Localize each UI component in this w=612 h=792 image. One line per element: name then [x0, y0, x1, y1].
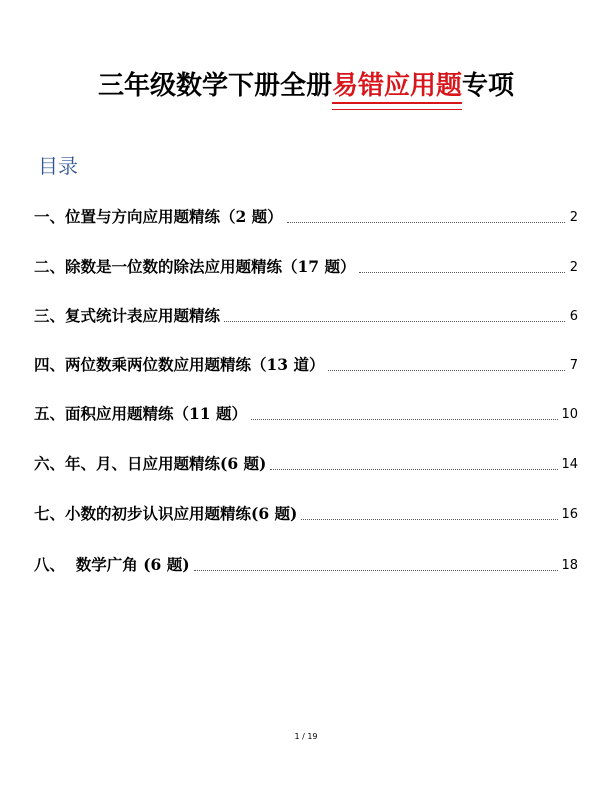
toc-entry-1[interactable] — [34, 204, 578, 228]
toc-entry-page: 2 — [569, 210, 578, 225]
title-suffix: 专项 — [462, 71, 515, 101]
page-number-footer: 1 / 19 — [294, 732, 318, 741]
toc-leader-dots — [224, 321, 565, 322]
toc-entry-label: 五、面积应用题精练（11 题） — [34, 404, 247, 423]
toc-entry-8[interactable] — [34, 552, 578, 576]
toc-entry-page: 18 — [561, 558, 578, 573]
toc-leader-dots — [194, 570, 559, 571]
toc-entry-page: 14 — [561, 457, 578, 472]
toc-leader-dots — [359, 272, 565, 273]
toc-entry-label: 四、两位数乘两位数应用题精练（13 道） — [34, 355, 325, 374]
title-prefix: 三年级数学下册全册 — [97, 71, 332, 101]
toc-entry-label: 二、除数是一位数的除法应用题精练（17 题） — [34, 257, 356, 276]
toc-entry-page: 7 — [569, 358, 578, 373]
toc-entry-label: 七、小数的初步认识应用题精练(6 题) — [34, 504, 298, 523]
toc-entry-page: 16 — [561, 507, 578, 522]
toc-leader-dots — [301, 519, 558, 520]
toc-entry-4[interactable] — [34, 352, 578, 376]
toc-leader-dots — [270, 469, 558, 470]
toc-heading: 目录 — [38, 154, 78, 178]
toc-entry-page: 2 — [569, 260, 578, 275]
toc-entry-3[interactable] — [34, 303, 578, 327]
toc-entry-7[interactable] — [34, 501, 578, 525]
toc-leader-dots — [251, 419, 558, 420]
title-highlight: 易错应用题 — [332, 68, 462, 104]
toc-entry-page: 6 — [569, 309, 578, 324]
toc-entry-5[interactable] — [34, 401, 578, 425]
toc-entry-label: 三、复式统计表应用题精练 — [34, 306, 221, 325]
toc-entry-label: 六、年、月、日应用题精练(6 题) — [34, 454, 267, 473]
toc-leader-dots — [287, 222, 565, 223]
document-title — [0, 68, 612, 104]
toc-leader-dots — [328, 370, 565, 371]
toc-entry-label: 八、 数学广角 (6 题) — [34, 555, 190, 574]
toc-entry-page: 10 — [561, 407, 578, 422]
toc-entry-2[interactable] — [34, 254, 578, 278]
toc-entry-label: 一、位置与方向应用题精练（2 题） — [34, 207, 283, 226]
toc-entry-6[interactable] — [34, 451, 578, 475]
